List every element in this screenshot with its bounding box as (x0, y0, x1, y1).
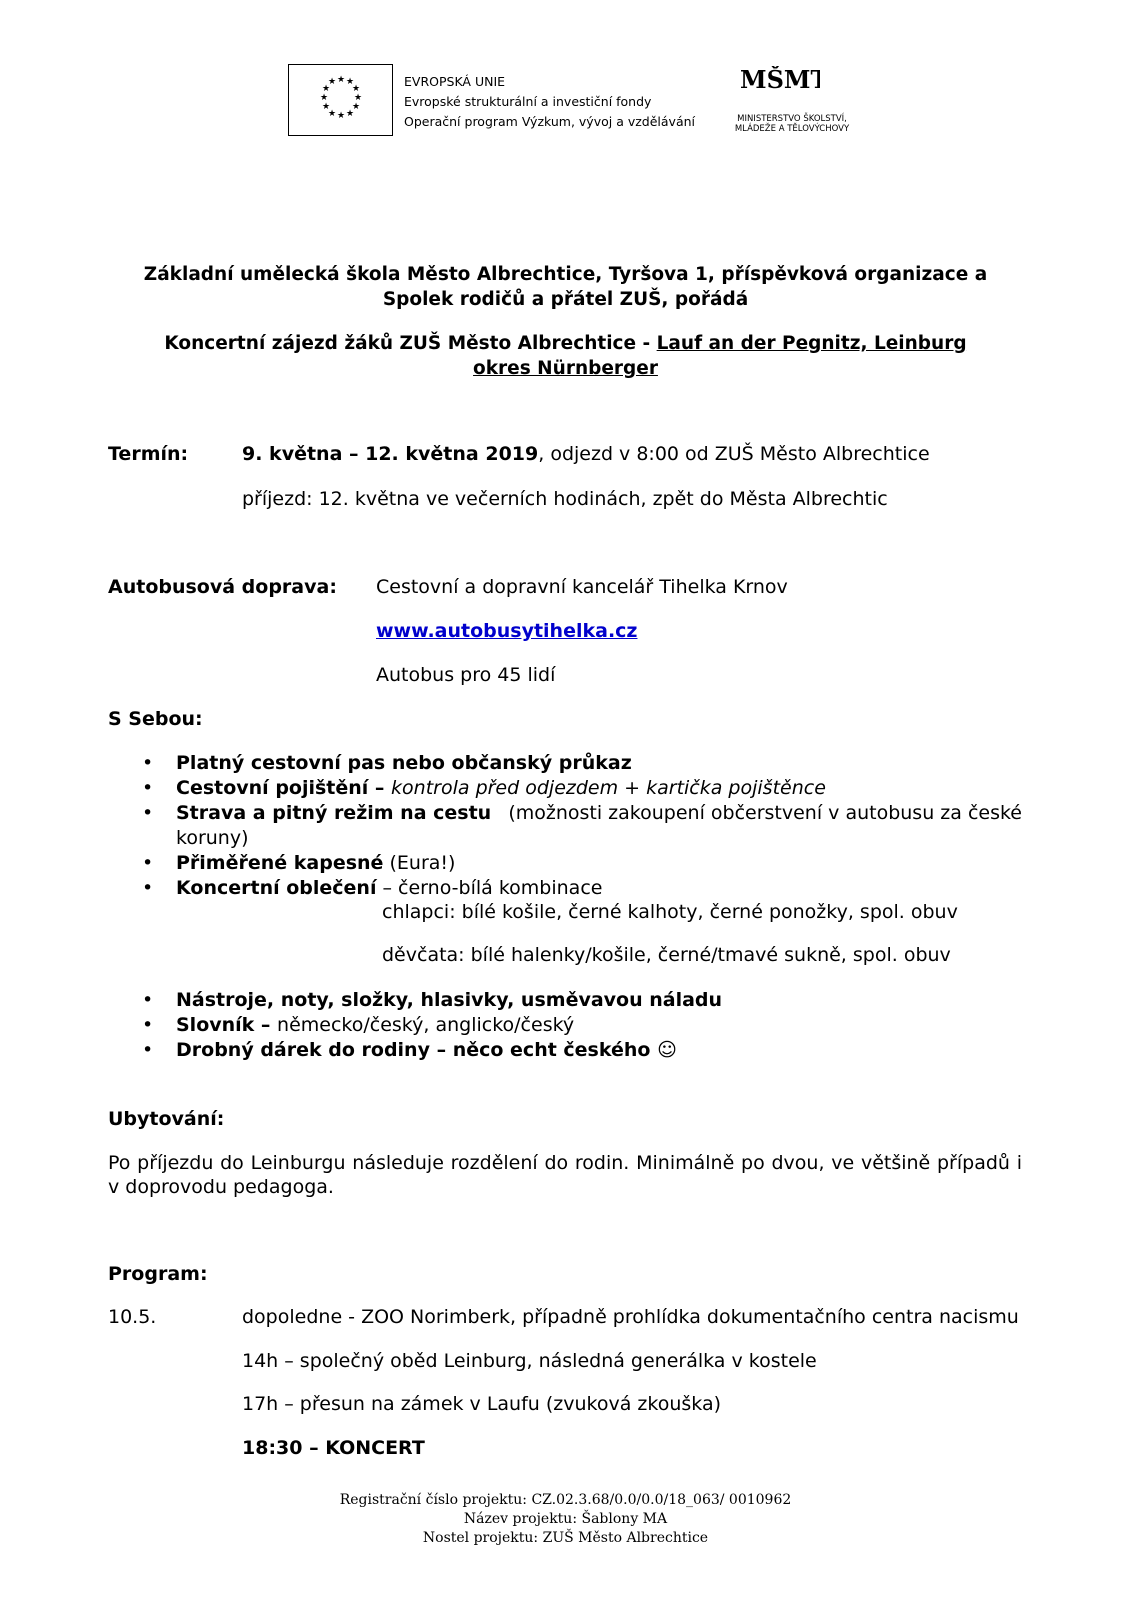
eu-line-1: EVROPSKÁ UNIE (404, 74, 506, 89)
list-item: • Slovník – německo/český, anglicko/český (142, 1014, 575, 1036)
title-line-1: Základní umělecká škola Město Albrechtice, Tyršova 1, příspěvková organizace a (143, 264, 988, 285)
svg-text:★: ★ (337, 75, 346, 85)
svg-text:★: ★ (328, 77, 337, 87)
svg-text:★: ★ (322, 84, 331, 94)
termin-departure: , odjezd v 8:00 od ZUŠ Město Albrechtice (538, 443, 930, 465)
ubytovani-label: Ubytování: (108, 1108, 225, 1130)
termin-return: příjezd: 12. května ve večerních hodinách, zpět do Města Albrechtic (242, 488, 888, 510)
packing-list-2 (142, 988, 1022, 1063)
eu-stars-icon (289, 65, 392, 135)
program-date: 10.5. (108, 1306, 157, 1328)
program-row-1: dopoledne - ZOO Norimberk, případně prohlídka dokumentačního centra nacismu (242, 1306, 1019, 1328)
title-line-2: Spolek rodičů a přátel ZUŠ, pořádá (382, 289, 749, 310)
project-footer (0, 1491, 1131, 1548)
title-destination: Lauf an der Pegnitz, Leinburg (656, 333, 967, 354)
bullet-icon: • (142, 802, 154, 824)
dress-code-girls: děvčata: bílé halenky/košile, černé/tmavé sukně, spol. obuv (382, 944, 951, 966)
svg-text:★: ★ (354, 93, 363, 103)
bullet-icon: • (142, 777, 154, 799)
title-line-3 (0, 333, 1131, 354)
bullet-icon: • (142, 877, 154, 899)
program-row-2: 14h – společný oběd Leinburg, následná generálka v kostele (242, 1350, 817, 1372)
bullet-icon: • (142, 852, 154, 874)
list-item: • Platný cestovní pas nebo občanský průkaz (142, 752, 632, 774)
list-item: • Přiměřené kapesné (Eura!) (142, 852, 456, 874)
program-row-4: 18:30 – KONCERT (242, 1437, 425, 1459)
program-row-3: 17h – přesun na zámek v Laufu (zvuková zkouška) (242, 1393, 722, 1415)
msmt-line-1: MINISTERSTVO ŠKOLSTVÍ, (737, 114, 847, 124)
title-line-4: okres Nürnberger (473, 358, 658, 379)
list-item: • Drobný dárek do rodiny – něco echt českého ☺ (142, 1039, 677, 1061)
ubytovani-line-1: Po příjezdu do Leinburgu následuje rozdělení do rodin. Minimálně po dvou, ve většině případů i (108, 1152, 1022, 1174)
svg-text:★: ★ (352, 84, 361, 94)
title-trip-text: Koncertní zájezd žáků ZUŠ Město Albrechtice - (164, 333, 657, 354)
list-item: • Strava a pitný režim na cestu (možnosti zakoupení občerstvení v autobusu za české koruny) (142, 802, 1022, 849)
svg-text:★: ★ (346, 77, 355, 87)
bullet-icon: • (142, 1039, 154, 1061)
list-item: • Nástroje, noty, složky, hlasivky, usměvavou náladu (142, 989, 723, 1011)
svg-text:★: ★ (322, 102, 331, 112)
bullet-icon: • (142, 1014, 154, 1036)
packing-list-1 (142, 751, 1022, 901)
bullet-icon: • (142, 752, 154, 774)
svg-text:★: ★ (328, 109, 337, 119)
svg-text:★: ★ (320, 93, 329, 103)
termin-date-bold: 9. května – 12. května 2019 (242, 443, 539, 465)
bus-label: Autobusová doprava: (108, 576, 337, 598)
termin-label: Termín: (108, 443, 189, 465)
ubytovani-line-2: v doprovodu pedagoga. (108, 1176, 334, 1198)
footer-line-3: Nostel projektu: ZUŠ Město Albrechtice (422, 1530, 709, 1546)
eu-line-3: Operační program Výzkum, vývoj a vzdělávání (404, 114, 695, 129)
msmt-line-2: MLÁDEŽE A TĚLOVÝCHOVY (734, 124, 850, 134)
program-label: Program: (108, 1263, 208, 1285)
msmt-ministry-text (717, 114, 867, 134)
list-item: • Cestovní pojištění – kontrola před odjezdem + kartička pojištěnce (142, 777, 826, 799)
msmt-logo (740, 66, 820, 106)
svg-text:★: ★ (346, 109, 355, 119)
footer-line-1: Registrační číslo projektu: CZ.02.3.68/0.0/0.0/18_063/ 0010962 (339, 1492, 792, 1508)
footer-line-2: Název projektu: Šablony MA (463, 1511, 668, 1527)
msmt-logo-text: MŠMT (740, 66, 820, 94)
bus-website-link[interactable]: www.autobusytihelka.cz (376, 620, 638, 642)
eu-line-2: Evropské strukturální a investiční fondy (404, 94, 652, 109)
sebou-label: S Sebou: (108, 708, 203, 730)
bullet-icon: • (142, 989, 154, 1011)
svg-text:★: ★ (337, 111, 346, 121)
dress-code-boys: chlapci: bílé košile, černé kalhoty, černé ponožky, spol. obuv (382, 901, 958, 923)
list-item: • Koncertní oblečení – černo-bílá kombinace (142, 877, 603, 899)
eu-flag-logo (288, 64, 393, 136)
bus-company: Cestovní a dopravní kancelář Tihelka Krnov (376, 576, 788, 598)
eu-program-text (404, 72, 695, 132)
svg-text:★: ★ (352, 102, 361, 112)
termin-date (242, 443, 930, 465)
bus-capacity: Autobus pro 45 lidí (376, 664, 556, 686)
